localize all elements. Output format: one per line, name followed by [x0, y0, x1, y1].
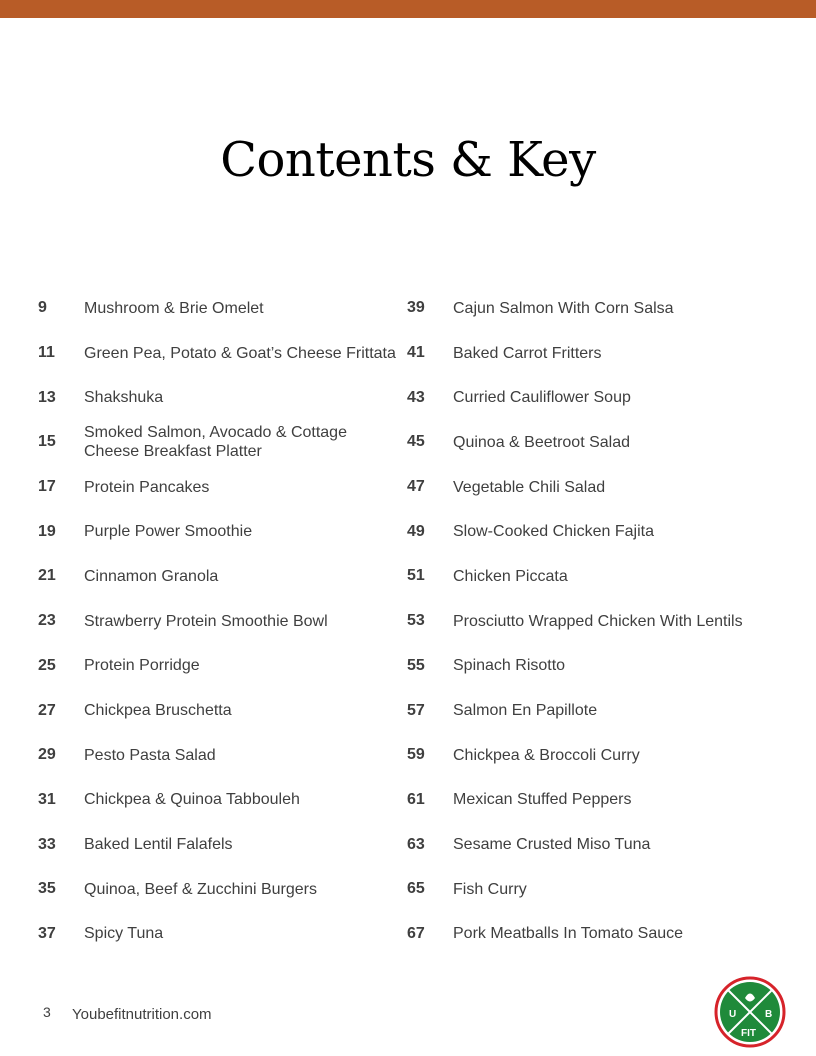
contents-right-column — [407, 286, 787, 956]
contents-entry[interactable] — [407, 375, 787, 420]
entry-title: Chickpea Bruschetta — [84, 702, 232, 720]
contents-entry[interactable] — [38, 509, 418, 554]
entry-title: Chicken Piccata — [453, 567, 568, 585]
contents-entry[interactable] — [38, 286, 418, 331]
contents-entry[interactable] — [407, 733, 787, 778]
entry-title: Slow-Cooked Chicken Fajita — [453, 523, 654, 541]
entry-page-number: 15 — [38, 433, 56, 451]
entry-page-number: 25 — [38, 656, 56, 674]
contents-entry[interactable] — [407, 465, 787, 510]
contents-entry[interactable] — [38, 331, 418, 376]
contents-entry[interactable] — [38, 599, 418, 644]
entry-page-number: 11 — [38, 344, 55, 362]
entry-page-number: 35 — [38, 880, 56, 898]
contents-entry[interactable] — [407, 822, 787, 867]
contents-entry[interactable] — [407, 644, 787, 689]
entry-title: Chickpea & Broccoli Curry — [453, 746, 640, 764]
entry-page-number: 47 — [407, 478, 425, 496]
contents-entry[interactable] — [38, 733, 418, 778]
entry-page-number: 17 — [38, 478, 56, 496]
page-title: Contents & Key — [220, 132, 596, 188]
entry-title: Vegetable Chili Salad — [453, 478, 606, 496]
contents-entry[interactable] — [38, 420, 418, 465]
entry-page-number: 53 — [407, 612, 425, 630]
entry-page-number: 63 — [407, 835, 425, 853]
entry-title: Salmon En Papillote — [453, 702, 598, 720]
entry-title: Baked Carrot Fritters — [453, 344, 602, 362]
entry-page-number: 29 — [38, 746, 56, 764]
entry-title: Strawberry Protein Smoothie Bowl — [84, 612, 328, 630]
entry-title: Quinoa, Beef & Zucchini Burgers — [84, 880, 318, 898]
contents-entry[interactable] — [407, 420, 787, 465]
contents-left-column — [38, 286, 418, 956]
contents-entry[interactable] — [38, 644, 418, 689]
logo-letter-u: U — [729, 1009, 737, 1020]
entry-page-number: 61 — [407, 790, 425, 808]
entry-title: Mushroom & Brie Omelet — [84, 299, 264, 317]
logo-text-fit: FIT — [741, 1028, 756, 1039]
entry-title: Purple Power Smoothie — [84, 523, 253, 541]
logo-letter-b: B — [765, 1009, 773, 1020]
contents-entry[interactable] — [38, 375, 418, 420]
contents-entry[interactable] — [38, 912, 418, 957]
contents-entry[interactable] — [407, 688, 787, 733]
footer-page-number: 3 — [43, 1004, 51, 1020]
entry-page-number: 27 — [38, 701, 56, 719]
contents-entry[interactable] — [407, 286, 787, 331]
entry-title: Cinnamon Granola — [84, 567, 219, 585]
entry-page-number: 21 — [38, 567, 56, 585]
brand-logo — [714, 976, 786, 1048]
entry-title: Cajun Salmon With Corn Salsa — [453, 299, 674, 317]
entry-title: Baked Lentil Falafels — [84, 836, 233, 854]
entry-page-number: 49 — [407, 522, 425, 540]
contents-entry[interactable] — [38, 778, 418, 823]
contents-entry[interactable] — [38, 465, 418, 510]
top-accent-bar — [0, 0, 816, 18]
entry-title: Green Pea, Potato & Goat’s Cheese Frittata — [84, 344, 396, 362]
contents-entry[interactable] — [407, 912, 787, 957]
entry-page-number: 59 — [407, 746, 425, 764]
entry-page-number: 33 — [38, 835, 56, 853]
entry-title: Fish Curry — [453, 880, 527, 898]
entry-title: Curried Cauliflower Soup — [453, 389, 631, 407]
entry-page-number: 43 — [407, 388, 425, 406]
entry-page-number: 19 — [38, 522, 56, 540]
entry-title: Sesame Crusted Miso Tuna — [453, 836, 651, 854]
entry-page-number: 55 — [407, 656, 425, 674]
entry-title: Spicy Tuna — [84, 925, 164, 943]
entry-page-number: 13 — [38, 388, 56, 406]
contents-entry[interactable] — [38, 867, 418, 912]
entry-page-number: 65 — [407, 880, 425, 898]
contents-entry[interactable] — [407, 778, 787, 823]
entry-page-number: 23 — [38, 612, 56, 630]
entry-title: Prosciutto Wrapped Chicken With Lentils — [453, 612, 743, 630]
entry-title: Protein Porridge — [84, 657, 200, 675]
contents-entry[interactable] — [407, 554, 787, 599]
entry-title: Protein Pancakes — [84, 478, 210, 496]
contents-entry[interactable] — [407, 509, 787, 554]
entry-title: Pesto Pasta Salad — [84, 746, 216, 764]
entry-page-number: 67 — [407, 924, 425, 942]
entry-title: Spinach Risotto — [453, 657, 566, 675]
entry-page-number: 37 — [38, 924, 56, 942]
entry-page-number: 45 — [407, 433, 425, 451]
entry-title: Chickpea & Quinoa Tabbouleh — [84, 791, 300, 809]
footer-website-link[interactable]: Youbefitnutrition.com — [72, 1006, 212, 1023]
entry-title: Mexican Stuffed Peppers — [453, 791, 632, 809]
entry-page-number: 31 — [38, 790, 56, 808]
entry-title: Pork Meatballs In Tomato Sauce — [453, 925, 684, 943]
entry-title: Shakshuka — [84, 389, 164, 407]
contents-entry[interactable] — [407, 867, 787, 912]
contents-entry[interactable] — [38, 822, 418, 867]
entry-page-number: 51 — [407, 567, 425, 585]
entry-page-number: 9 — [38, 299, 47, 317]
entry-title: Quinoa & Beetroot Salad — [453, 433, 631, 451]
contents-entry[interactable] — [407, 599, 787, 644]
entry-page-number: 57 — [407, 701, 425, 719]
contents-entry[interactable] — [407, 331, 787, 376]
entry-title: Smoked Salmon, Avocado & Cottage Cheese Breakfast Platter — [84, 424, 347, 461]
contents-entry[interactable] — [38, 554, 418, 599]
entry-page-number: 41 — [407, 344, 425, 362]
entry-page-number: 39 — [407, 299, 425, 317]
contents-entry[interactable] — [38, 688, 418, 733]
